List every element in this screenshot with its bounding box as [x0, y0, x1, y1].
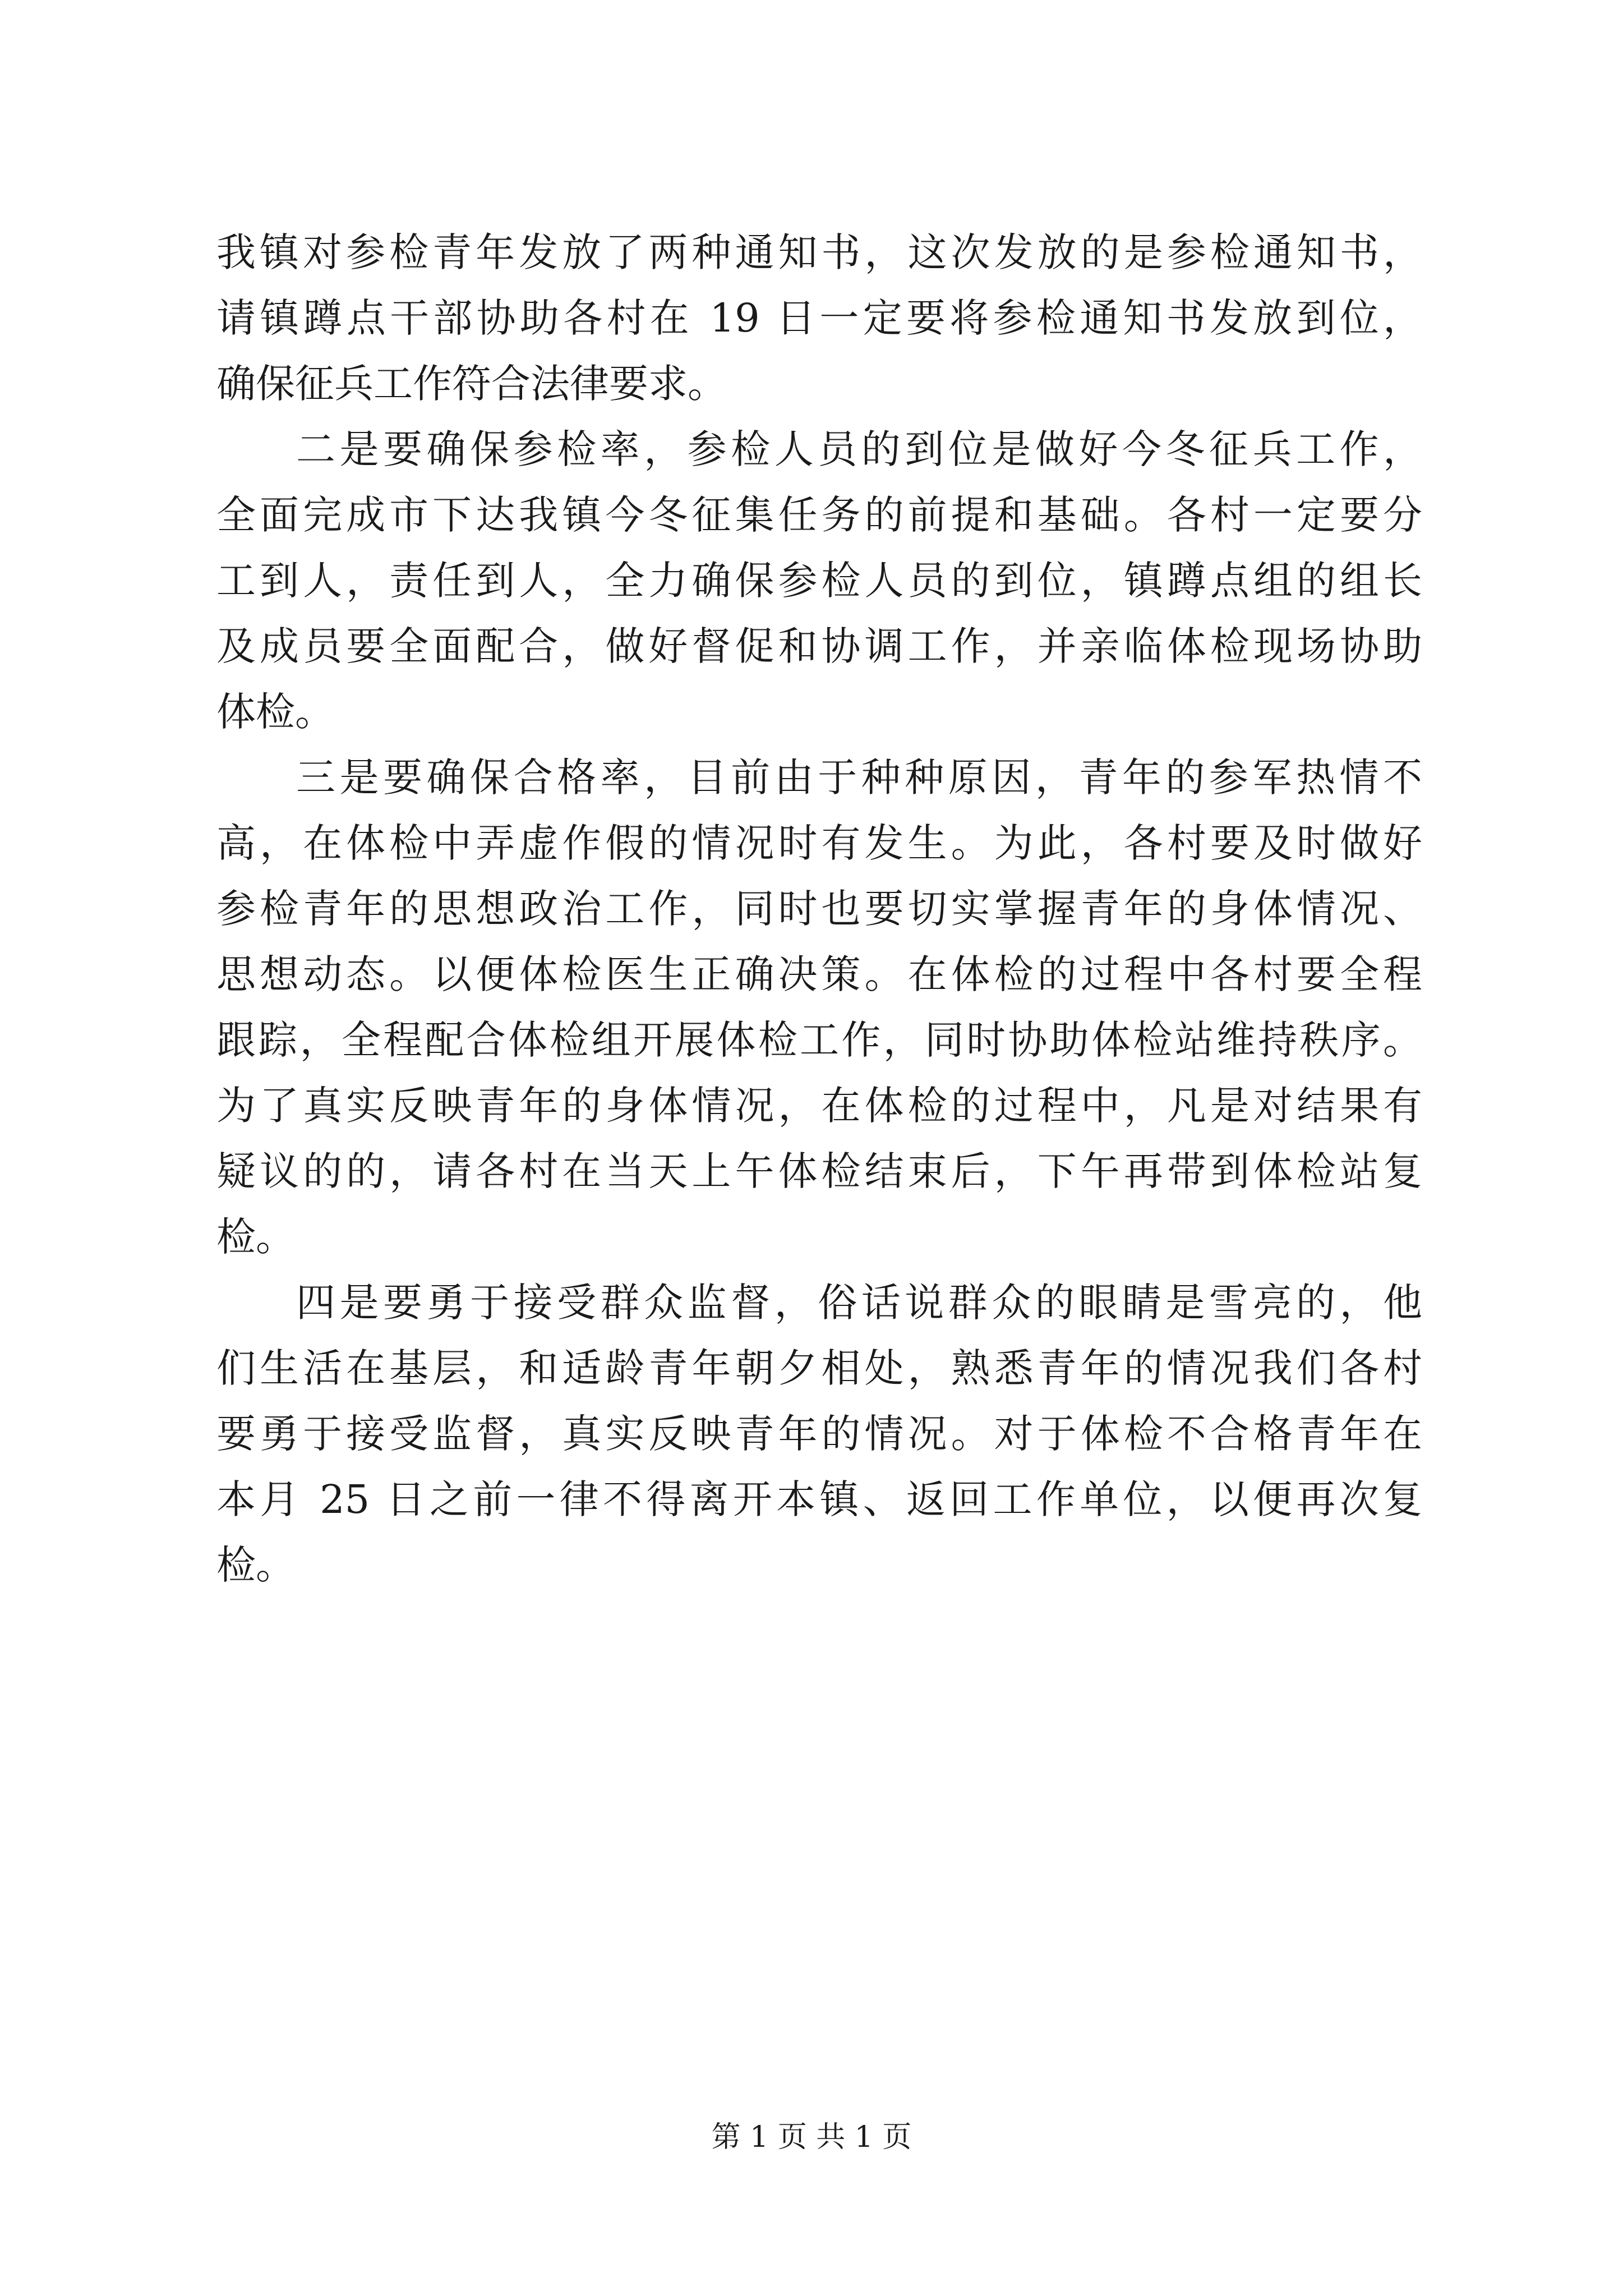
text-line: 思想动态。以便体检医生正确决策。在体检的过程中各村要全程 — [216, 951, 1422, 997]
text-line: 三是要确保合格率，目前由于种种原因，青年的参军热情不 — [296, 754, 1422, 800]
text-line: 为了真实反映青年的身体情况，在体检的过程中，凡是对结果有 — [216, 1083, 1422, 1129]
text-line: 参检青年的思想政治工作，同时也要切实掌握青年的身体情况、 — [216, 886, 1422, 932]
text-line: 跟踪，全程配合体检组开展体检工作，同时协助体检站维持秩序。 — [216, 1017, 1422, 1063]
text-line: 高，在体检中弄虚作假的情况时有发生。为此，各村要及时做好 — [216, 820, 1422, 866]
document-body — [216, 220, 1422, 1598]
text-line: 及成员要全面配合，做好督促和协调工作，并亲临体检现场协助 — [216, 623, 1422, 669]
text-line: 四是要勇于接受群众监督，俗话说群众的眼睛是雪亮的，他 — [296, 1280, 1422, 1326]
text-line: 检。 — [216, 1214, 295, 1260]
text-line: 请镇蹲点干部协助各村在 19 日一定要将参检通知书发放到位， — [216, 295, 1422, 341]
text-line: 本月 25 日之前一律不得离开本镇、返回工作单位，以便再次复 — [216, 1476, 1422, 1522]
text-line: 全面完成市下达我镇今冬征集任务的前提和基础。各村一定要分 — [216, 492, 1422, 538]
text-line: 检。 — [216, 1542, 295, 1588]
text-line: 们生活在基层，和适龄青年朝夕相处，熟悉青年的情况我们各村 — [216, 1345, 1422, 1391]
text-line: 要勇于接受监督，真实反映青年的情况。对于体检不合格青年在 — [216, 1411, 1422, 1457]
text-line: 我镇对参检青年发放了两种通知书，这次发放的是参检通知书， — [216, 229, 1422, 275]
page-number-footer: 第 1 页 共 1 页 — [711, 2120, 912, 2154]
text-line: 确保征兵工作符合法律要求。 — [216, 361, 727, 407]
text-line: 二是要确保参检率，参检人员的到位是做好今冬征兵工作， — [296, 426, 1422, 472]
text-line: 疑议的的，请各村在当天上午体检结束后，下午再带到体检站复 — [216, 1148, 1422, 1194]
text-line: 工到人，责任到人，全力确保参检人员的到位，镇蹲点组的组长 — [216, 558, 1422, 604]
text-line: 体检。 — [216, 689, 334, 735]
